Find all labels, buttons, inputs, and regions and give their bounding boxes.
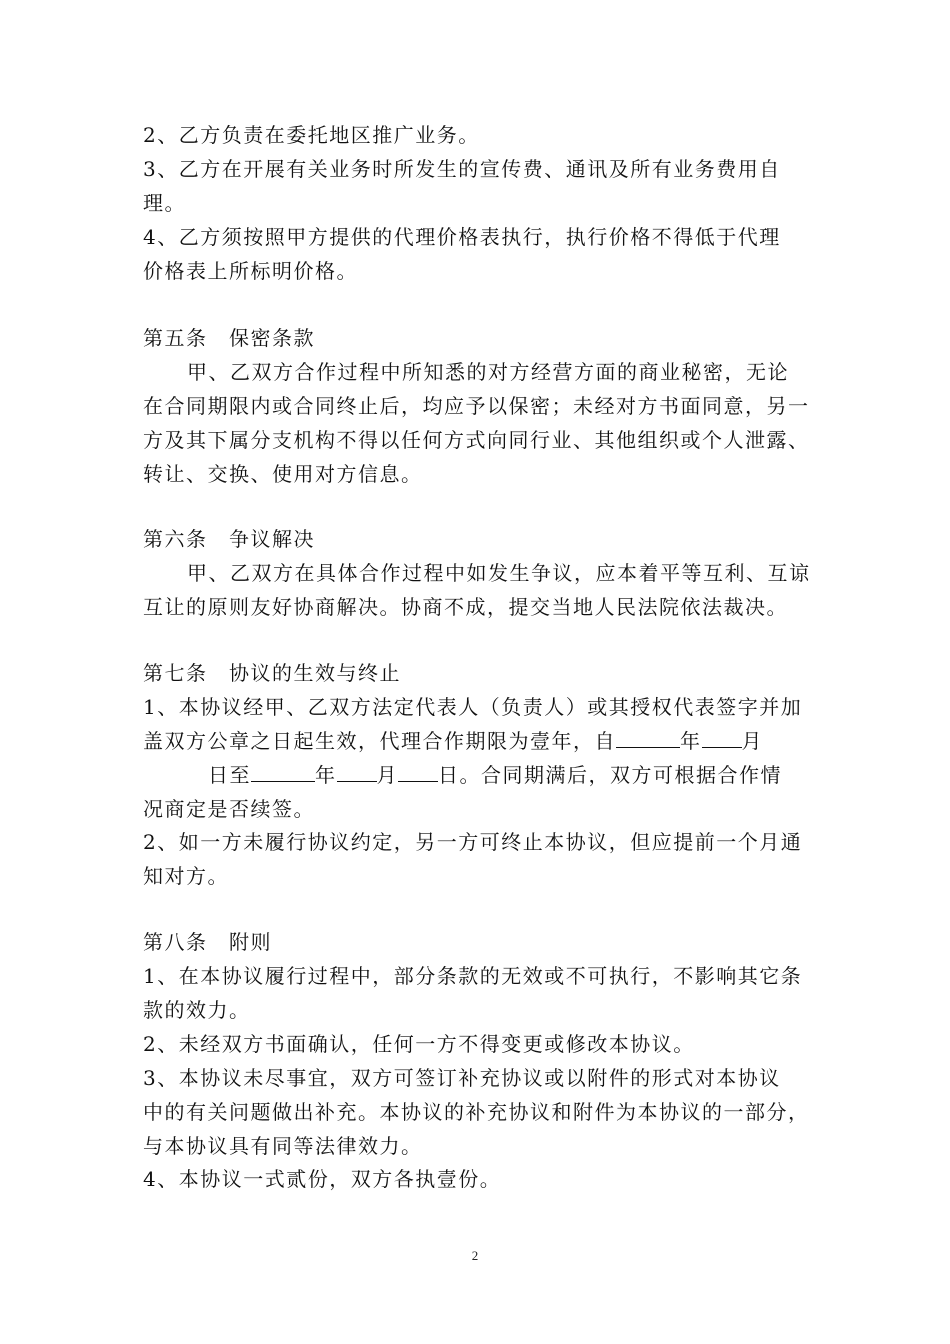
section-5-heading: 第五条 保密条款 — [143, 326, 315, 350]
section-7-item-1-line3 — [208, 763, 782, 787]
clause-4-item-3-line1: 3、乙方在开展有关业务时所发生的宣传费、通讯及所有业务费用自 — [143, 157, 781, 181]
start-year-label: 年 — [680, 729, 702, 753]
clause-4-item-2: 2、乙方负责在委托地区推广业务。 — [143, 123, 480, 147]
section-8-item-1-line1: 1、在本协议履行过程中，部分条款的无效或不可执行，不影响其它条 — [143, 964, 803, 988]
renewal-text: 日。合同期满后，双方可根据合作情 — [438, 763, 782, 787]
section-6-body-line2: 互让的原则友好协商解决。协商不成，提交当地人民法院依法裁决。 — [143, 595, 788, 619]
section-8-item-2: 2、未经双方书面确认，任何一方不得变更或修改本协议。 — [143, 1032, 695, 1056]
effective-clause-text: 盖双方公章之日起生效，代理合作期限为壹年，自 — [143, 729, 616, 753]
section-7-item-2-line2: 知对方。 — [143, 864, 229, 888]
end-year-label: 年 — [315, 763, 337, 787]
end-month-label: 月 — [376, 763, 398, 787]
section-8-item-4: 4、本协议一式贰份，双方各执壹份。 — [143, 1167, 502, 1191]
section-8-item-3-line2: 中的有关问题做出补充。本协议的补充协议和附件为本协议的一部分， — [143, 1100, 810, 1124]
section-5-body-line2: 在合同期限内或合同终止后，均应予以保密；未经对方书面同意，另一 — [143, 394, 810, 418]
section-7-item-1-line1: 1、本协议经甲、乙双方法定代表人（负责人）或其授权代表签字并加 — [143, 695, 803, 719]
end-year-blank — [251, 763, 315, 782]
end-day-blank — [398, 763, 438, 782]
end-month-blank — [337, 763, 377, 782]
section-7-heading: 第七条 协议的生效与终止 — [143, 661, 401, 685]
section-7-item-1-line2 — [143, 729, 763, 753]
start-day-to-label: 日至 — [208, 763, 251, 787]
section-5-body-line3: 方及其下属分支机构不得以任何方式向同行业、其他组织或个人泄露、 — [143, 428, 810, 452]
section-7-item-1-line4: 况商定是否续签。 — [143, 797, 315, 821]
section-8-heading: 第八条 附则 — [143, 930, 272, 954]
section-8-item-3-line3: 与本协议具有同等法律效力。 — [143, 1134, 423, 1158]
page-number: 2 — [471, 1248, 479, 1263]
section-7-item-2-line1: 2、如一方未履行协议约定，另一方可终止本协议，但应提前一个月通 — [143, 830, 803, 854]
section-6-body-line1: 甲、乙双方在具体合作过程中如发生争议，应本着平等互利、互谅 — [187, 561, 811, 585]
start-year-blank — [616, 729, 680, 748]
section-6-heading: 第六条 争议解决 — [143, 527, 315, 551]
clause-4-item-4-line2: 价格表上所标明价格。 — [143, 259, 358, 283]
start-month-blank — [702, 729, 742, 748]
clause-4-item-4-line1: 4、乙方须按照甲方提供的代理价格表执行，执行价格不得低于代理 — [143, 225, 781, 249]
section-8-item-1-line2: 款的效力。 — [143, 998, 251, 1022]
section-5-body-line4: 转让、交换、使用对方信息。 — [143, 462, 423, 486]
clause-4-item-3-line2: 理。 — [143, 191, 186, 215]
start-month-label: 月 — [741, 729, 763, 753]
section-5-body-line1: 甲、乙双方合作过程中所知悉的对方经营方面的商业秘密，无论 — [187, 360, 789, 384]
section-8-item-3-line1: 3、本协议未尽事宜，双方可签订补充协议或以附件的形式对本协议 — [143, 1066, 781, 1090]
